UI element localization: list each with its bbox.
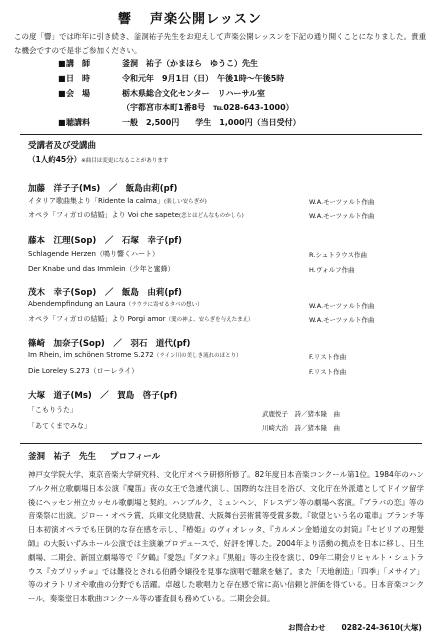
square-bullet-icon: ■	[58, 89, 66, 98]
performer-name: 加藤 洋子子(Ms) ／ 飯島由莉(pf)	[28, 184, 178, 194]
composer: W.A.モーツァルト作曲	[309, 316, 375, 324]
profile-bio: 神戸女学院大学、東京音楽大学研究科、文化庁オペラ研修所修了。82年度日本音楽コンクール第1位。1984年のハンブルク州立歌劇場日本公演『魔笛』夜の女王で急遽代演し、国際的な注目を浴び、文化庁在外派遣としてドイツ留学後にヘッセン州立カッセル歌劇場と契約。ハンブルク、ミュンヘン、ドレスデン等の劇場へ客演。『ブラバの恋』等の音楽祭に出演。ジロー・オペラ賞、兵庫文化奨励賞、大阪舞台芸術賞等受賞多数。『欲望という名の電車』ブランチ等日本初演オペラでも圧倒的な存在感を示し、『椿姫』のヴィオレッタ、『カルメン金婚道女の封筒』『セビリアの理髪師』の大阪いずみホール公演では主演兼プロデュースで、好評を博した。2004年より活動の拠点を日本に移し、日生劇場、二期会、新国立劇場等で『夕鶴』『愛怨』『ダフネ』『黒船』等の主役を演じ、09年二期会リヒャルト・シュトラウス『カプリッチョ』では難役とされる伯爵令嬢役を見事な演唱で聴衆を魅了。また「天地創造」「四季」「メサイア」等のオラトリオや歌曲の分野でも活躍。卓越した歌唱力と存在感で常に高い信頼と評価を得ている。日本音楽コンクール、奏楽堂日本歌曲コンクール等の審査員も務めている。二期会会員。	[28, 470, 424, 604]
song-translation: (楽しい安らぎが)	[163, 199, 207, 205]
bottom-divider	[20, 443, 422, 444]
performer-name: 篠崎 加奈子(Sop) ／ 羽石 道代(pf)	[28, 339, 191, 349]
song-translation: （ライン川の美しき流れのほとり）	[153, 353, 242, 359]
info-key: 聴講料	[66, 118, 90, 127]
profile-label: プロフィール	[110, 452, 161, 462]
song-text: Die Loreley S.273（ローレライ）	[28, 367, 139, 375]
song-title	[28, 249, 159, 259]
song-title	[28, 314, 254, 324]
composer: W.A.モーツァルト作曲	[309, 302, 375, 310]
contact-phone: 0282-24-3610(大塚)	[341, 623, 422, 632]
song-text: Abendempfindung an Laura	[28, 300, 126, 308]
performer-name: 茂木 幸子(Sop) ／ 飯島 由莉(pf)	[28, 288, 182, 298]
song-text: オペラ「フィガロの結婚」より Porgi amor	[28, 315, 166, 323]
song-title	[28, 351, 242, 359]
info-key: 日 時	[66, 74, 90, 83]
song-translation: （ラウラに寄せるタベの想い）	[125, 302, 203, 308]
song-text: Im Rhein, im schönen Strome S.272	[28, 351, 154, 359]
composer: H.ヴォルフ作曲	[309, 266, 355, 274]
square-bullet-icon: ■	[58, 74, 66, 83]
composer: R.シュトラウス作曲	[309, 251, 368, 259]
performer-name: 藤本 江理(Sop) ／ 石塚 幸子(pf)	[28, 236, 182, 246]
song-title	[28, 366, 138, 376]
song-title	[28, 421, 91, 431]
song-title	[28, 264, 175, 274]
contact-label: お問合わせ	[288, 623, 326, 632]
info-fee	[58, 117, 301, 128]
info-value: 栃木県総合文化センター リハーサル室	[122, 89, 266, 98]
song-text: オペラ「フィガロの結婚」より Voi che sapete	[28, 211, 179, 219]
song-text: 「あてくまでみな」	[28, 422, 91, 430]
page-title	[118, 8, 262, 27]
song-text: イタリア歌曲集より「Ridente la calma」	[28, 197, 164, 205]
info-datetime	[58, 73, 284, 84]
song-translation: (恋とはどんなものかしら)	[178, 213, 244, 219]
composer: 川崎大治 詩／猪本隆 曲	[262, 424, 340, 432]
title-lesson: 声楽公開レッスン	[150, 12, 262, 27]
contact-footer	[288, 622, 422, 633]
program-change-note: ※曲目は変更になることがあります	[81, 158, 169, 164]
profile-heading	[28, 450, 160, 462]
square-bullet-icon: ■	[58, 59, 66, 68]
info-value: 令和元年 9月1日（日） 午後1時～午後5時	[122, 74, 285, 83]
section-note	[28, 154, 168, 165]
song-text: Der Knabe und das Immlein（少年と蜜蜂）	[28, 265, 175, 273]
top-divider	[20, 134, 422, 135]
profile-name: 釜洞 祐子 先生	[28, 452, 97, 462]
song-text: 「こもりうた」	[28, 406, 77, 414]
lesson-duration: （1人約45分）	[28, 155, 82, 164]
composer: F.リスト作曲	[309, 368, 347, 376]
song-title	[28, 210, 244, 220]
composer: F.リスト作曲	[309, 353, 347, 361]
info-key: 会 場	[66, 89, 90, 98]
section-label: 受講者及び受講曲	[28, 141, 97, 151]
song-title	[28, 300, 203, 308]
square-bullet-icon: ■	[58, 118, 66, 127]
song-translation: （愛の神よ、安らぎを与えたまえ）	[165, 317, 254, 323]
composer: W.A.モーツァルト作曲	[309, 198, 375, 206]
song-text: Schlagende Herzen（鳴り響くハート）	[28, 250, 159, 258]
composer: 武鹿悦子 詩／猪本隆 曲	[262, 410, 340, 418]
song-title	[28, 196, 207, 206]
intro-paragraph: この度「響」では昨年に引き続き、釜洞祐子先生をお迎えして声楽公開レッスンを下記の通り開くことになりました。貴重な機会ですので是非ご参加ください。	[14, 32, 427, 55]
info-venue	[58, 88, 265, 99]
info-value: 一般 2,500円 学生 1,000円（当日受付）	[122, 118, 301, 127]
info-instructor	[58, 58, 258, 69]
title-hibiki: 響	[118, 12, 133, 27]
info-value: 釜洞 祐子（かまほら ゆうこ）先生	[122, 59, 258, 68]
info-key: 講 師	[66, 59, 90, 68]
venue-address: （宇都宮市本町1番8号 ℡028-643-1000）	[122, 103, 294, 112]
performer-name: 大塚 道子(Ms) ／ 賀島 啓子(pf)	[28, 391, 178, 401]
song-title	[28, 405, 77, 415]
composer: W.A.モーツァルト作曲	[309, 212, 375, 220]
